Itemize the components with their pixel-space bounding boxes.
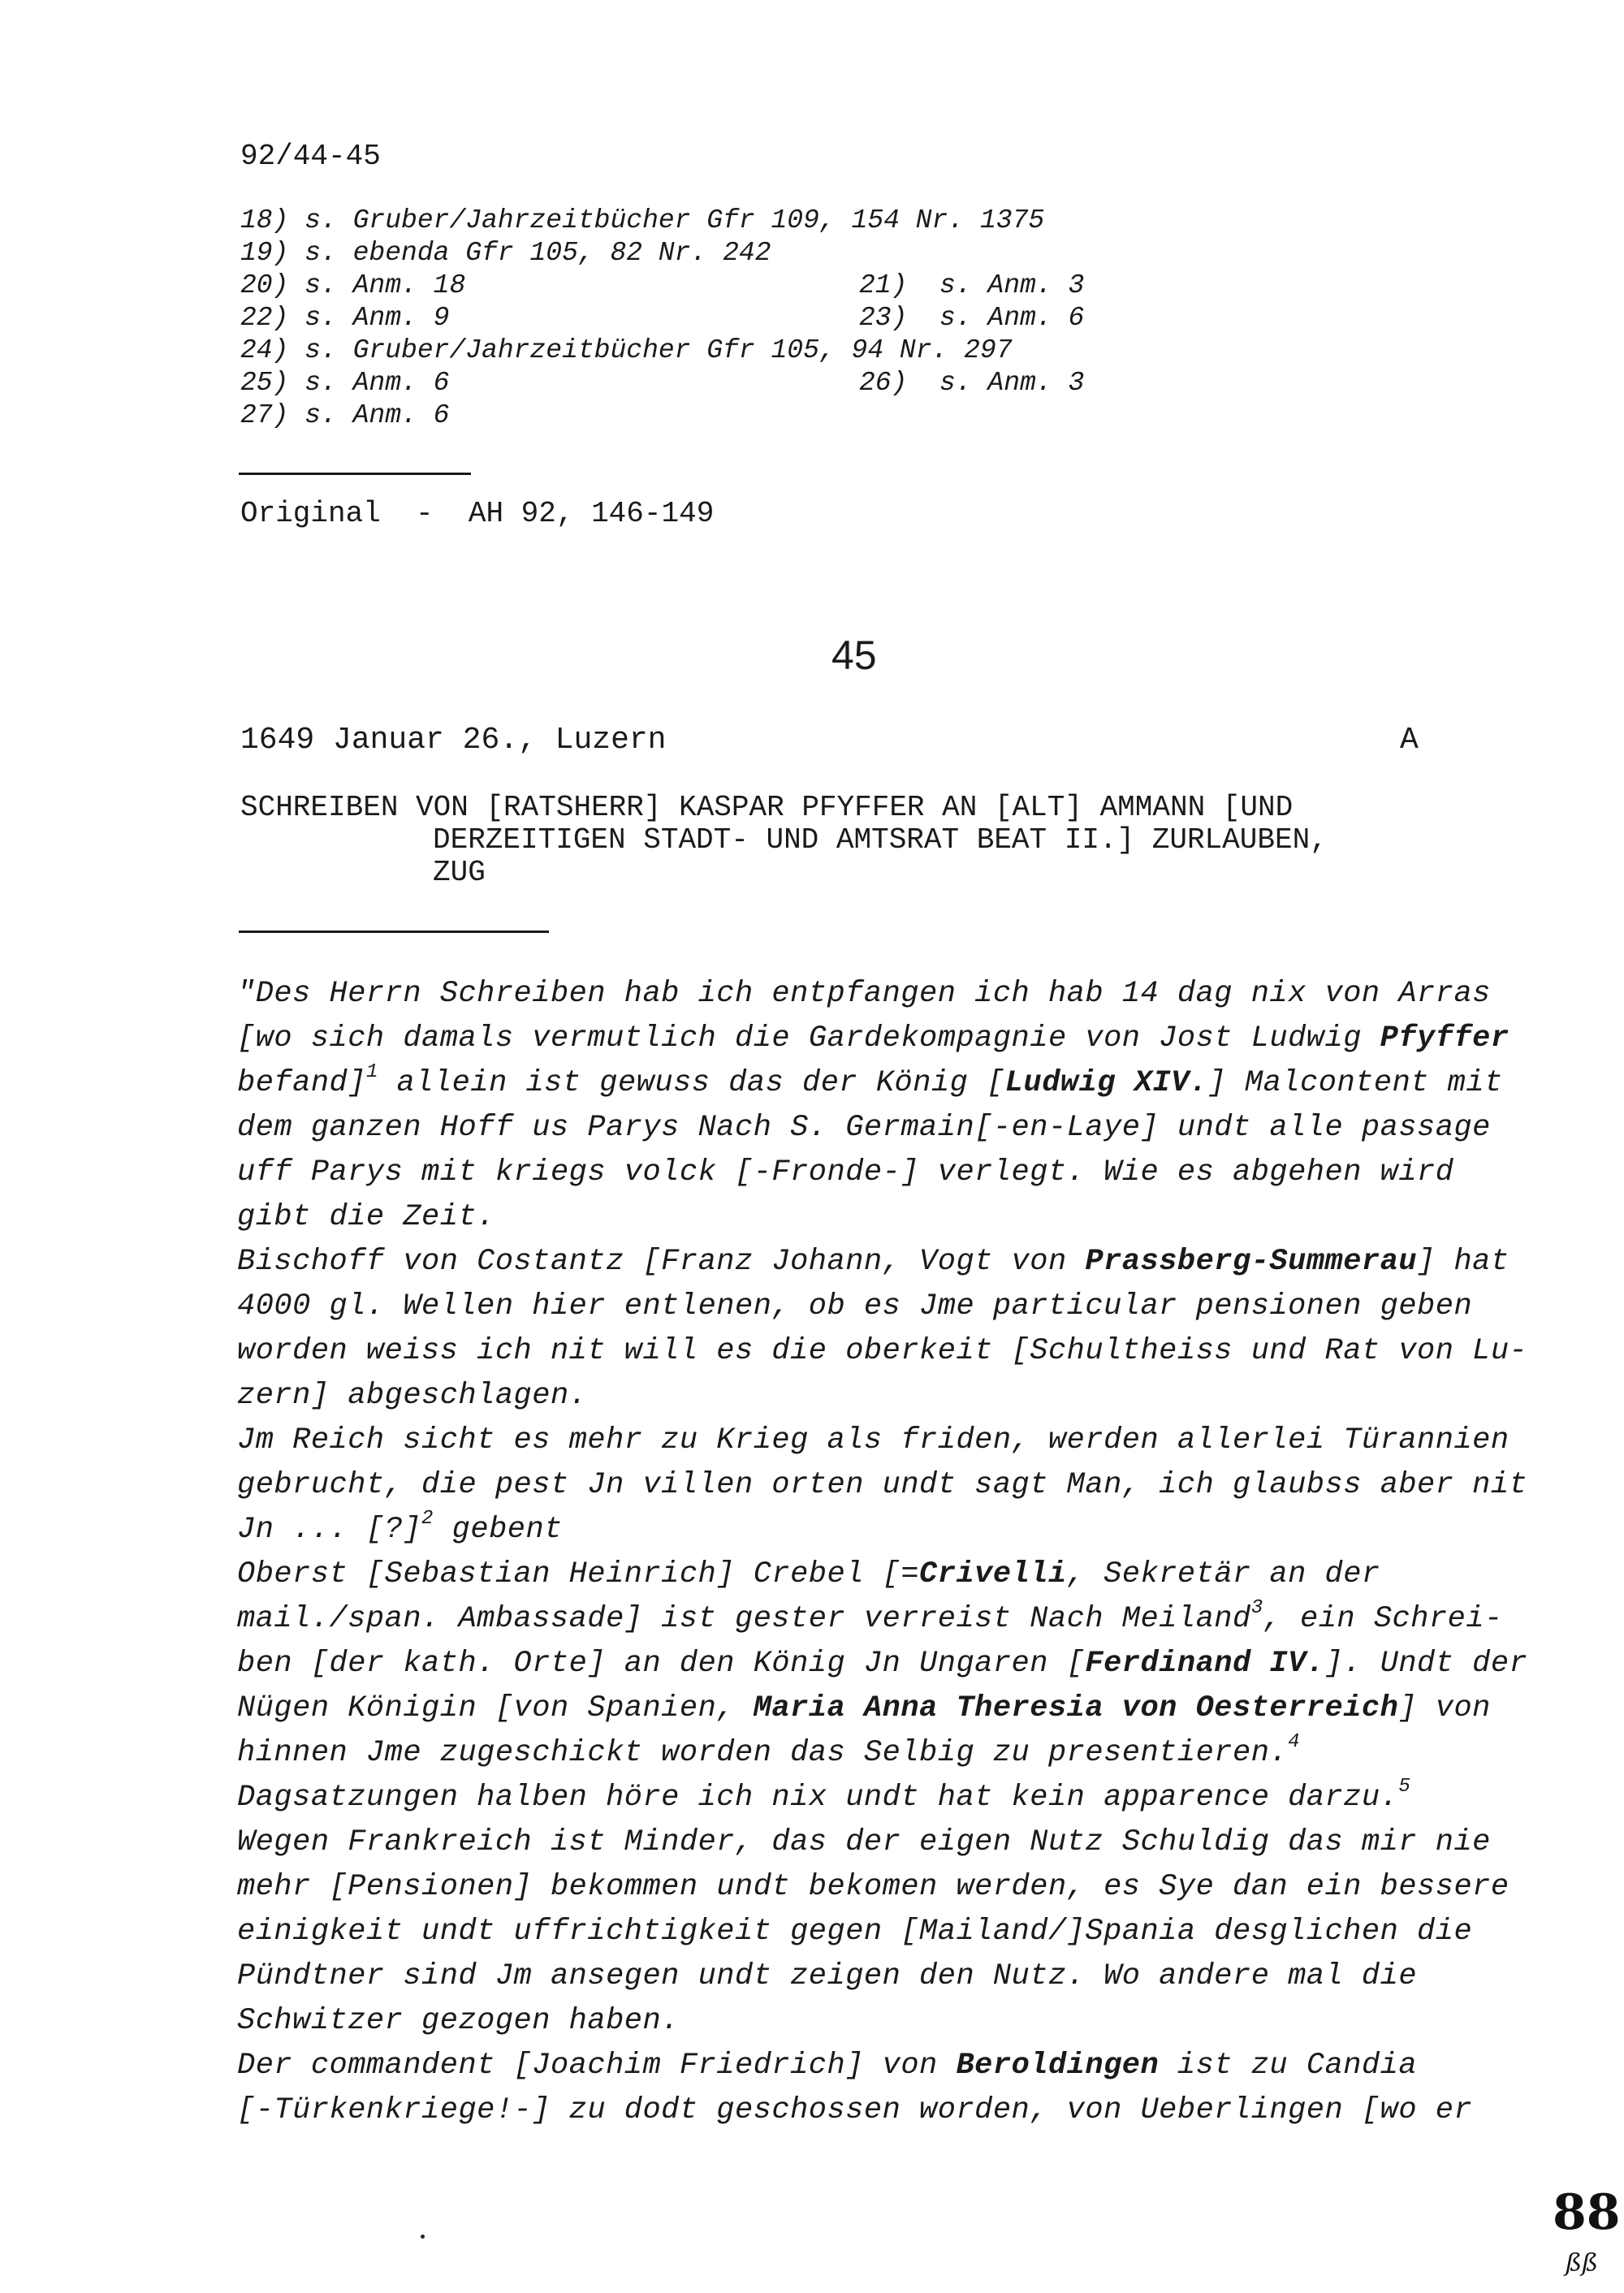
body-line: Wegen Frankreich ist Minder, das der eigen Nutz Schuldig das mir nie	[237, 1825, 1491, 1859]
person-name: Maria Anna Theresia von Oesterreich	[753, 1691, 1399, 1725]
body-line: [-Türkenkriege!-] zu dodt geschossen worden, von Ueberlingen [wo er	[237, 2093, 1473, 2127]
footnote-26: 26) s. Anm. 3	[859, 368, 1085, 398]
body-line: mehr [Pensionen] bekommen undt bekomen werden, es Sye dan ein bessere	[237, 1870, 1510, 1904]
person-name: Ludwig XIV.	[1004, 1066, 1208, 1100]
footnote-22: 22) s. Anm. 9	[240, 303, 450, 333]
footnote-ref: 4	[1288, 1730, 1301, 1753]
document-reference: 92/44-45	[240, 140, 381, 173]
document-title-line-1: SCHREIBEN VON [RATSHERR] KASPAR PFYFFER AN [ALT] AMMANN [UND	[240, 791, 1294, 824]
body-line: mail./span. Ambassade] ist gester verreist Nach Meiland$^3$, ein Schrei-	[237, 1596, 1503, 1636]
footnote-19: 19) s. ebenda Gfr 105, 82 Nr. 242	[240, 238, 771, 268]
source-reference: Original - AH 92, 146-149	[240, 497, 715, 530]
footnote-20: 20) s. Anm. 18	[240, 270, 466, 300]
footnote-21: 21) s. Anm. 3	[859, 270, 1085, 300]
footnote-divider	[239, 473, 471, 475]
title-divider	[239, 931, 549, 933]
footnote-18: 18) s. Gruber/Jahrzeitbücher Gfr 109, 154 Nr. 1375	[240, 205, 1045, 235]
body-line: befand]$^1$ allein ist gewuss das der König [Ludwig XIV.] Malcontent mit	[237, 1060, 1503, 1100]
body-line: worden weiss ich nit will es die oberkeit [Schultheiss und Rat von Lu-	[237, 1334, 1528, 1368]
handwritten-initials: ßß	[1566, 2249, 1599, 2278]
body-line: gebrucht, die pest Jn villen orten undt sagt Man, ich glaubss aber nit	[237, 1468, 1528, 1502]
document-title-line-2: DERZEITIGEN STADT- UND AMTSRAT BEAT II.] ZURLAUBEN,	[433, 823, 1328, 857]
person-name: Beroldingen	[956, 2049, 1160, 2083]
footnote-25: 25) s. Anm. 6	[240, 368, 450, 398]
body-line: Bischoff von Costantz [Franz Johann, Vogt von Prassberg-Summerau] hat	[237, 1245, 1510, 1279]
footnote-ref: 5	[1398, 1775, 1411, 1798]
body-line: Nügen Königin [von Spanien, Maria Anna Theresia von Oesterreich] von	[237, 1691, 1491, 1725]
body-line: Schwitzer gezogen haben.	[237, 2004, 680, 2038]
body-line: uff Parys mit kriegs volck [-Fronde-] verlegt. Wie es abgehen wird	[237, 1155, 1454, 1190]
document-title-line-3: ZUG	[433, 856, 486, 889]
person-name: Ferdinand IV.	[1085, 1647, 1325, 1681]
footnote-ref: 2	[421, 1507, 434, 1530]
footnote-27: 27) s. Anm. 6	[240, 400, 450, 430]
body-line: Pündtner sind Jm ansegen undt zeigen den Nutz. Wo andere mal die	[237, 1959, 1418, 1993]
body-line: einigkeit undt uffrichtigkeit gegen [Mailand/]Spania desglichen die	[237, 1915, 1473, 1949]
body-line: Oberst [Sebastian Heinrich] Crebel [=Crivelli, Sekretär an der	[237, 1557, 1380, 1591]
handwritten-page-number: 88	[1553, 2184, 1621, 2241]
body-line: Jm Reich sicht es mehr zu Krieg als friden, werden allerlei Türannien	[237, 1423, 1510, 1457]
body-line: Dagsatzungen halben höre ich nix undt hat kein apparence darzu.$^5$	[237, 1775, 1411, 1815]
footnote-23: 23) s. Anm. 6	[859, 303, 1085, 333]
body-line: Jn ... [?]$^2$ gebent	[237, 1507, 563, 1547]
date-place: 1649 Januar 26., Luzern	[240, 723, 667, 758]
body-line: gibt die Zeit.	[237, 1200, 495, 1234]
body-line: hinnen Jme zugeschickt worden das Selbig zu presentieren.$^4$	[237, 1730, 1301, 1770]
body-line: [wo sich damals vermutlich die Gardekompagnie von Jost Ludwig Pfyffer	[237, 1021, 1510, 1056]
document-mark: A	[1400, 723, 1419, 758]
person-name: Prassberg-Summerau	[1085, 1245, 1418, 1279]
footnote-24: 24) s. Gruber/Jahrzeitbücher Gfr 105, 94 Nr. 297	[240, 335, 1013, 365]
body-line: Der commandent [Joachim Friedrich] von Beroldingen ist zu Candia	[237, 2049, 1418, 2083]
body-line: 4000 gl. Wellen hier entlenen, ob es Jme particular pensionen geben	[237, 1289, 1473, 1324]
scan-dot	[421, 2235, 425, 2239]
body-line: zern] abgeschlagen.	[237, 1379, 588, 1413]
footnote-ref: 3	[1250, 1596, 1263, 1619]
body-line: "Des Herrn Schreiben hab ich entpfangen ich hab 14 dag nix von Arras	[237, 977, 1491, 1011]
body-line: ben [der kath. Orte] an den König Jn Ungaren [Ferdinand IV.]. Undt der	[237, 1647, 1528, 1681]
footnote-ref: 1	[365, 1060, 378, 1083]
body-line: dem ganzen Hoff us Parys Nach S. Germain[-en-Laye] undt alle passage	[237, 1111, 1491, 1145]
document-number: 45	[831, 633, 877, 678]
person-name: Crivelli	[919, 1557, 1067, 1591]
person-name: Pfyffer	[1380, 1021, 1510, 1056]
